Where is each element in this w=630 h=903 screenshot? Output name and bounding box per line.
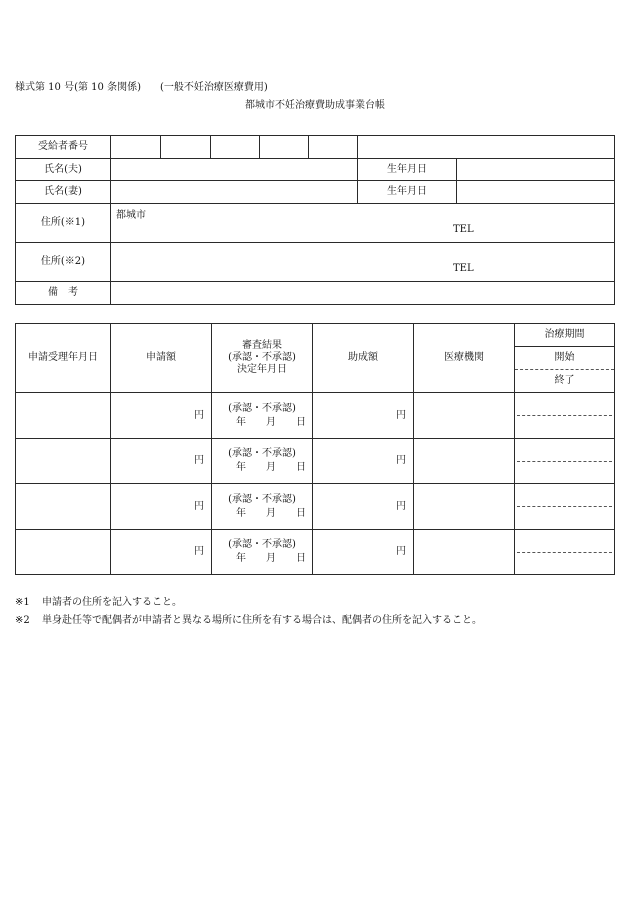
decision-date	[212, 552, 312, 566]
address2-label: 住所(※2)	[16, 243, 111, 282]
medical-institution-cell	[414, 439, 515, 484]
recipient-number-box	[111, 136, 161, 159]
date-month: 月	[266, 462, 276, 473]
medical-institution-cell	[414, 530, 515, 575]
review-result-cell	[212, 530, 313, 575]
application-amount-cell	[111, 530, 212, 575]
review-result-cell	[212, 393, 313, 439]
date-day: 日	[296, 507, 306, 519]
husband-name-label: 氏名(夫)	[16, 159, 111, 181]
address2-field	[111, 243, 615, 282]
address2-row	[16, 243, 615, 282]
treatment-period-cell	[515, 439, 615, 484]
yen-unit: 円	[194, 455, 204, 466]
wife-name-label: 氏名(妻)	[16, 181, 111, 204]
note-2-mark: ※2	[15, 615, 30, 626]
yen-unit: 円	[396, 546, 406, 557]
yen-unit: 円	[396, 500, 406, 512]
application-amount-cell	[111, 484, 212, 530]
treatment-period-cell	[515, 530, 615, 575]
wife-birthdate-field	[457, 181, 615, 204]
treatment-period-cell	[515, 484, 615, 530]
decision-date	[212, 461, 312, 475]
period-divider	[517, 530, 612, 553]
address1-label: 住所(※1)	[16, 204, 111, 243]
address1-city: 都城市	[116, 210, 146, 221]
document-title: 都城市不妊治療費助成事業台帳	[245, 100, 385, 111]
header-period-end: 終了	[515, 370, 615, 393]
address2-tel-label: TEL	[453, 263, 474, 274]
date-month: 月	[266, 553, 276, 564]
recipient-number-box	[260, 136, 309, 159]
period-divider	[517, 439, 612, 462]
medical-institution-cell	[414, 393, 515, 439]
header-review-options: (承認・不承認)	[228, 352, 296, 363]
applicant-info-table	[15, 135, 615, 305]
date-year: 年	[236, 416, 246, 428]
remarks-label: 備 考	[16, 282, 111, 305]
husband-birthdate-label: 生年月日	[358, 159, 457, 181]
date-year: 年	[236, 462, 246, 473]
header-treatment-period: 治療期間	[515, 324, 615, 347]
review-options: (承認・不承認)	[228, 493, 296, 505]
date-year: 年	[236, 553, 246, 564]
wife-name-field	[111, 181, 358, 204]
husband-name-field	[111, 159, 358, 181]
note-1	[15, 597, 182, 609]
recipient-number-row	[16, 136, 615, 159]
wife-row	[16, 181, 615, 204]
husband-birthdate-field	[457, 159, 615, 181]
header-review-result-label: 審査結果	[242, 340, 282, 351]
header-review-result	[212, 324, 313, 393]
ledger-header-row	[16, 324, 615, 347]
date-month: 月	[266, 416, 276, 428]
yen-unit: 円	[194, 409, 204, 421]
date-day: 日	[296, 462, 306, 473]
receipt-date-cell	[16, 530, 111, 575]
form-category: (一般不妊治療医療費用)	[160, 82, 268, 93]
application-amount-cell	[111, 439, 212, 484]
note-1-text: 申請者の住所を記入すること。	[42, 597, 182, 608]
ledger-row	[16, 530, 615, 575]
subsidy-amount-cell	[313, 530, 414, 575]
note-1-mark: ※1	[15, 597, 30, 608]
period-divider	[517, 393, 612, 416]
period-divider	[517, 484, 612, 507]
address1-row	[16, 204, 615, 243]
form-number: 様式第 10 号(第 10 条関係)	[15, 82, 141, 93]
recipient-number-box	[161, 136, 211, 159]
address1-tel-label: TEL	[453, 224, 474, 235]
ledger-row	[16, 484, 615, 530]
date-day: 日	[296, 416, 306, 428]
wife-birthdate-label: 生年月日	[358, 181, 457, 204]
review-result-cell	[212, 484, 313, 530]
header-application-amount: 申請額	[111, 324, 212, 393]
header-decision-date: 決定年月日	[237, 364, 287, 375]
note-2-text: 単身赴任等で配偶者が申請者と異なる場所に住所を有する場合は、配偶者の住所を記入すること。	[42, 615, 482, 626]
subsidy-amount-cell	[313, 439, 414, 484]
yen-unit: 円	[194, 500, 204, 512]
yen-unit: 円	[396, 455, 406, 466]
review-options: (承認・不承認)	[228, 448, 296, 459]
medical-institution-cell	[414, 484, 515, 530]
date-day: 日	[296, 553, 306, 564]
recipient-number-label: 受給者番号	[16, 136, 111, 159]
husband-row	[16, 159, 615, 181]
review-options: (承認・不承認)	[228, 402, 296, 414]
header-receipt-date: 申請受理年月日	[16, 324, 111, 393]
recipient-number-box	[211, 136, 260, 159]
receipt-date-cell	[16, 393, 111, 439]
date-year: 年	[236, 507, 246, 519]
decision-date	[212, 507, 312, 521]
application-amount-cell	[111, 393, 212, 439]
recipient-number-blank	[358, 136, 615, 159]
header-period-start: 開始	[515, 347, 615, 370]
decision-date	[212, 416, 312, 430]
review-result-cell	[212, 439, 313, 484]
treatment-period-cell	[515, 393, 615, 439]
review-options: (承認・不承認)	[228, 539, 296, 550]
address1-field	[111, 204, 615, 243]
recipient-number-box	[309, 136, 358, 159]
subsidy-amount-cell	[313, 484, 414, 530]
remarks-row	[16, 282, 615, 305]
yen-unit: 円	[396, 409, 406, 421]
header-subsidy-amount: 助成額	[313, 324, 414, 393]
receipt-date-cell	[16, 439, 111, 484]
header-medical-institution: 医療機関	[414, 324, 515, 393]
subsidy-ledger-table	[15, 323, 615, 575]
yen-unit: 円	[194, 546, 204, 557]
subsidy-amount-cell	[313, 393, 414, 439]
date-month: 月	[266, 507, 276, 519]
note-2	[15, 615, 482, 627]
ledger-row	[16, 393, 615, 439]
ledger-row	[16, 439, 615, 484]
receipt-date-cell	[16, 484, 111, 530]
remarks-field	[111, 282, 615, 305]
